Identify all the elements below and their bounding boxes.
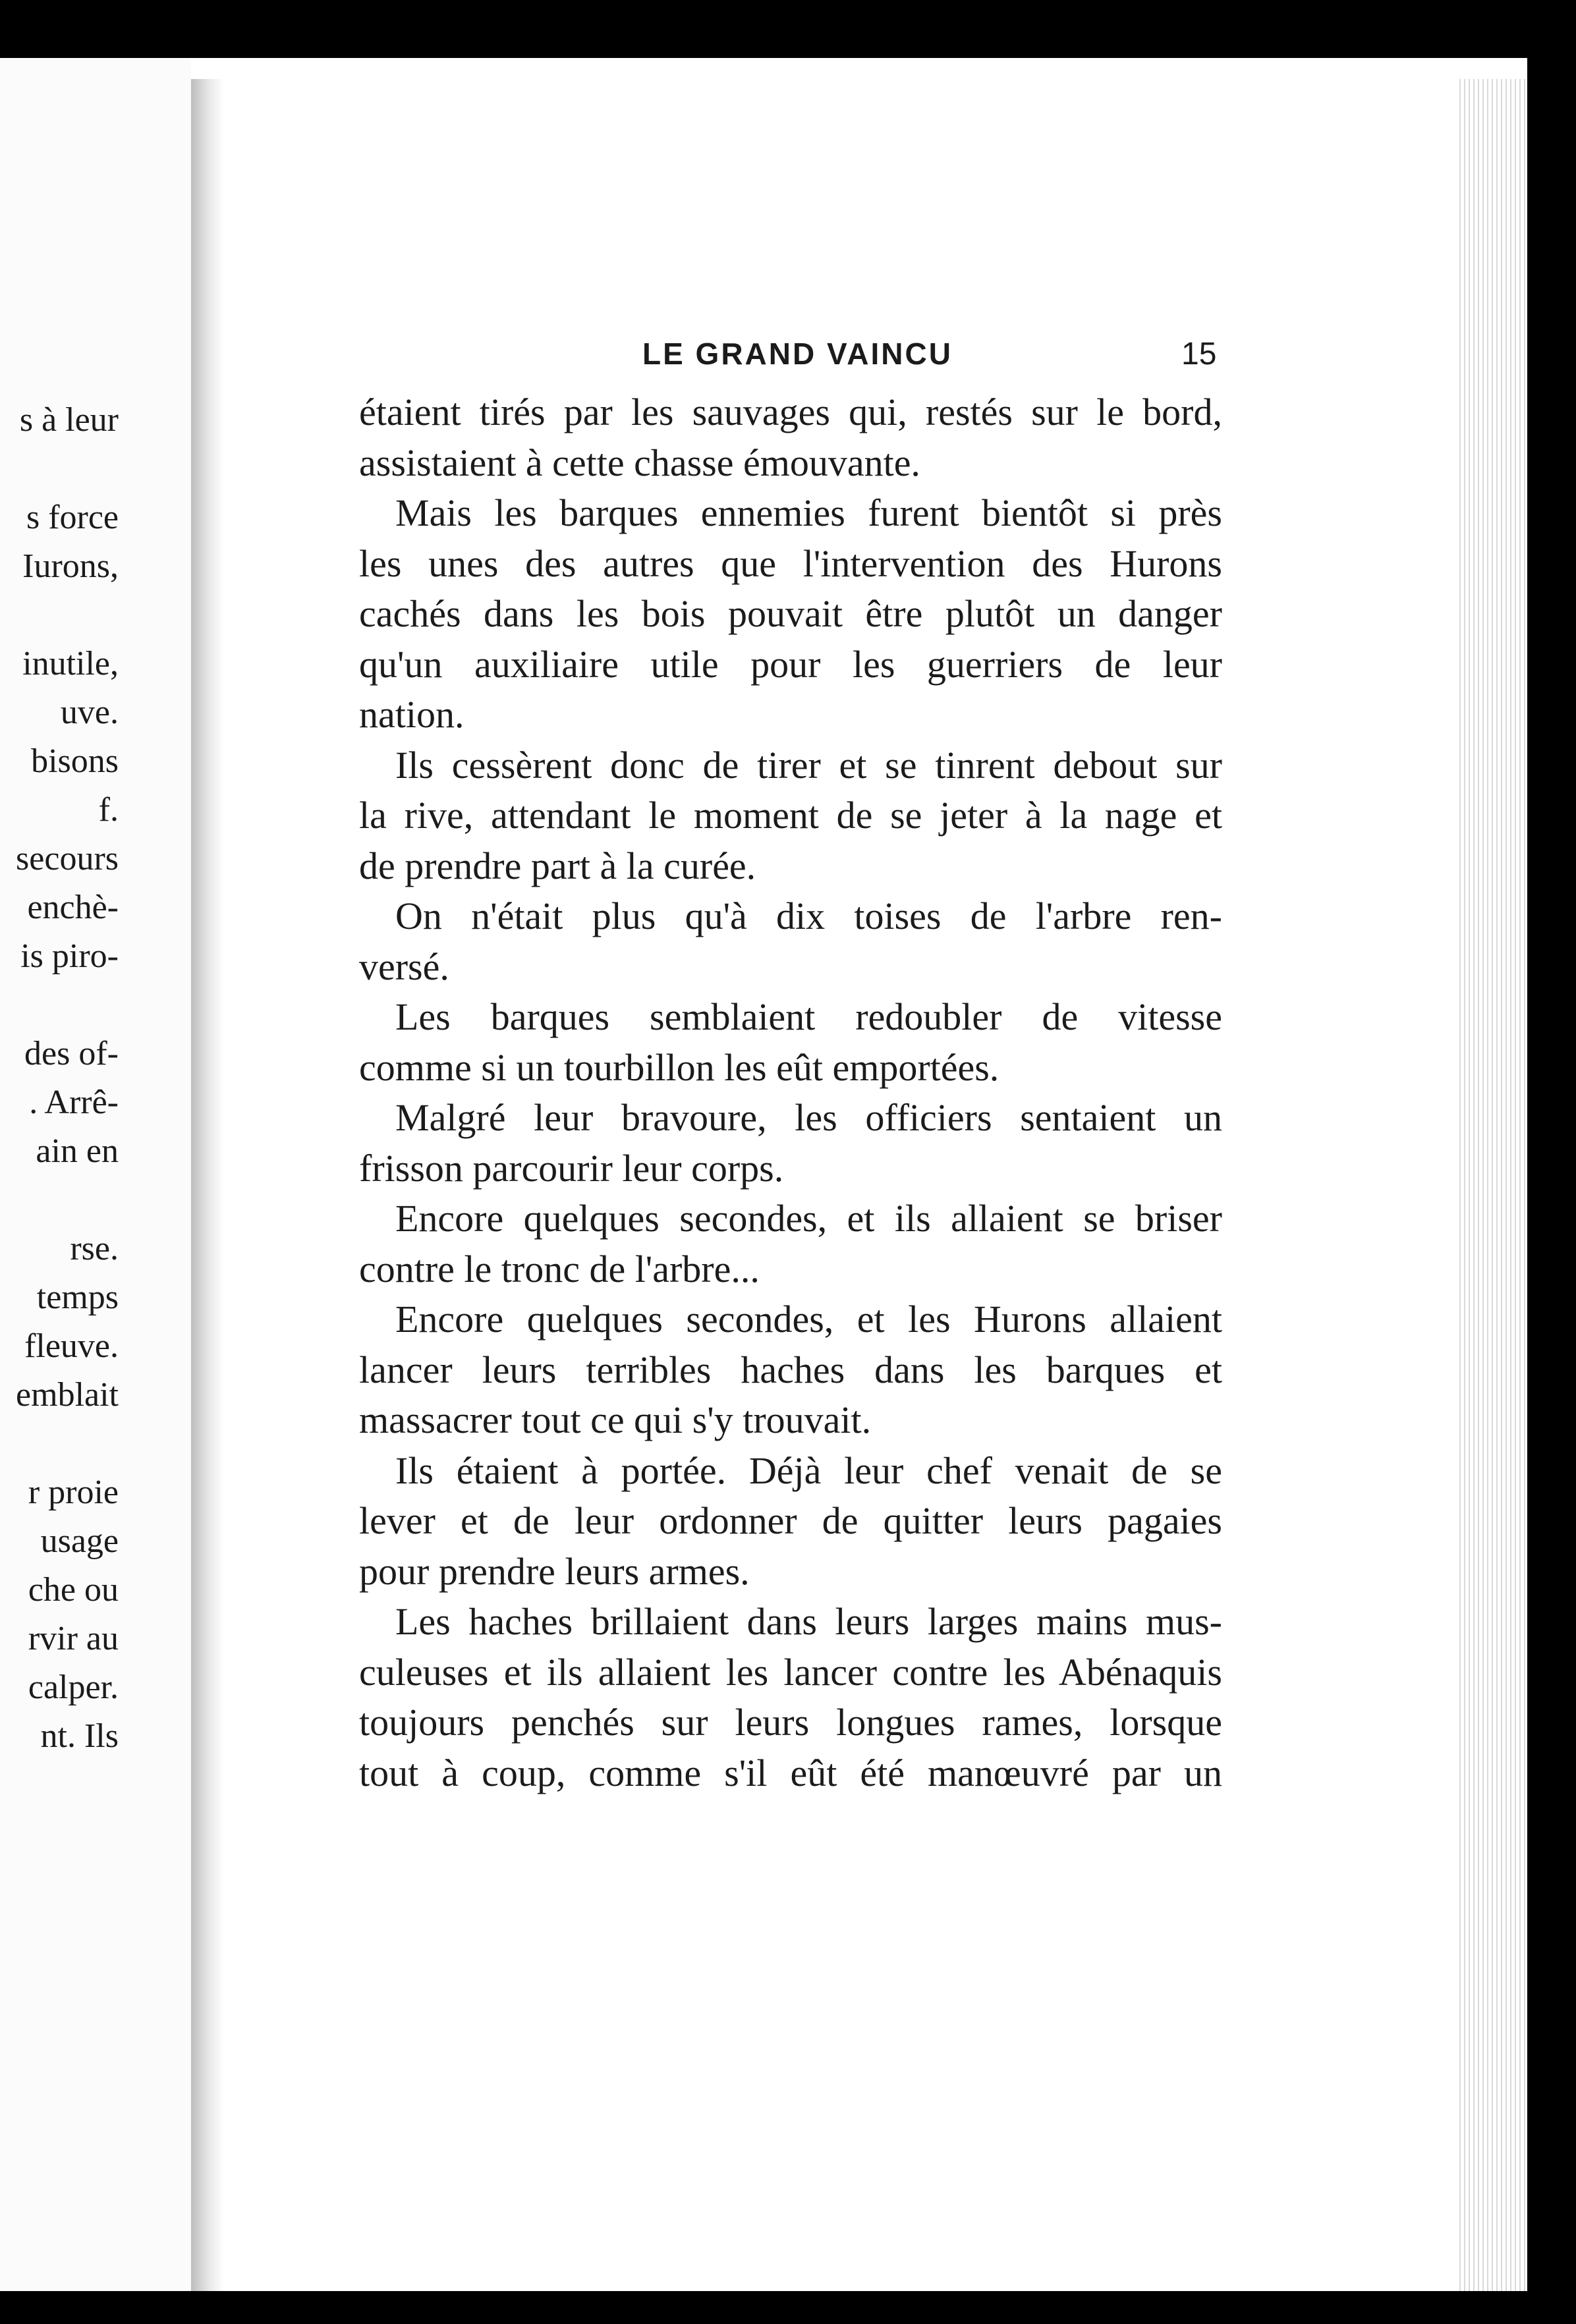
text-line: versé. xyxy=(359,945,449,988)
text-line: Les haches brillaient dans leurs larges mains mus- xyxy=(395,1600,1222,1643)
previous-page-line: che ou xyxy=(28,1571,119,1609)
previous-page-line: s à leur xyxy=(19,401,119,439)
page-number: 15 xyxy=(1181,337,1217,372)
previous-page-line: secours xyxy=(16,840,119,877)
text-line: Ils étaient à portée. Déjà leur chef venait de se xyxy=(395,1449,1222,1492)
text-line: nation. xyxy=(359,693,464,736)
previous-page-line: r proie xyxy=(28,1474,119,1511)
text-line: les unes des autres que l'intervention des Hurons xyxy=(359,541,1222,585)
text-line: On n'était plus qu'à dix toises de l'arbre ren- xyxy=(395,895,1222,937)
text-line: contre le tronc de l'arbre... xyxy=(359,1247,760,1290)
previous-page-line: emblait xyxy=(16,1376,119,1414)
page-stack-edge xyxy=(1456,79,1527,2291)
previous-page-line: Iurons, xyxy=(22,547,119,585)
text-line: lancer leurs terribles haches dans les barques et xyxy=(359,1348,1222,1391)
previous-page-line: calper. xyxy=(28,1669,119,1706)
previous-page-line: . Arrê- xyxy=(29,1084,119,1121)
text-line: pour prendre leurs armes. xyxy=(359,1549,750,1593)
text-line: Les barques semblaient redoubler de vitesse xyxy=(395,995,1222,1038)
text-line: la rive, attendant le moment de se jeter à la nage et xyxy=(359,794,1222,837)
text-line: Encore quelques secondes, et les Hurons allaient xyxy=(395,1298,1222,1341)
scan-border-top xyxy=(0,0,1576,58)
text-line: de prendre part à la curée. xyxy=(359,844,756,887)
scan-border-bottom xyxy=(0,2291,1576,2324)
previous-page-line: fleuve. xyxy=(24,1327,119,1365)
text-line: Encore quelques secondes, et ils allaient se briser xyxy=(395,1197,1222,1240)
text-line: massacrer tout ce qui s'y trouvait. xyxy=(359,1398,872,1441)
previous-page-line: s force xyxy=(26,499,119,536)
text-line: frisson parcourir leur corps. xyxy=(359,1146,784,1190)
text-line: toujours penchés sur leurs longues rames, lorsque xyxy=(359,1701,1222,1744)
text-line: culeuses et ils allaient les lancer contre les Abénaquis xyxy=(359,1650,1222,1694)
previous-page-line: des of- xyxy=(24,1035,119,1072)
running-title: LE GRAND VAINCU xyxy=(642,337,953,371)
text-line: Ils cessèrent donc de tirer et se tinrent debout sur xyxy=(395,743,1222,787)
text-line: lever et de leur ordonner de quitter leurs pagaies xyxy=(359,1499,1222,1542)
text-line: qu'un auxiliaire utile pour les guerriers de leur xyxy=(359,642,1222,686)
text-line: étaient tirés par les sauvages qui, restés sur le bord, xyxy=(359,391,1222,433)
text-line: Mais les barques ennemies furent bientôt si près xyxy=(395,491,1222,534)
previous-page-line: inutile, xyxy=(22,645,119,682)
previous-page-line: enchè- xyxy=(27,889,119,926)
previous-page-line: uve. xyxy=(60,694,119,731)
page-body-text xyxy=(359,387,1222,1798)
text-line: cachés dans les bois pouvait être plutôt un danger xyxy=(359,592,1222,635)
previous-page-line: rvir au xyxy=(28,1620,119,1657)
scan-border-right xyxy=(1527,0,1576,2324)
previous-page-line: ain en xyxy=(36,1132,119,1170)
previous-page-line: is piro- xyxy=(20,937,119,975)
book-gutter-shadow xyxy=(191,79,224,2291)
previous-page-line: f. xyxy=(98,791,119,829)
text-line: tout à coup, comme s'il eût été manœuvré par un xyxy=(359,1751,1222,1794)
text-line: Malgré leur bravoure, les officiers sentaient un xyxy=(395,1096,1222,1139)
text-line: comme si un tourbillon les eût emportées. xyxy=(359,1045,999,1089)
previous-page-line: bisons xyxy=(31,742,119,780)
previous-page-line: temps xyxy=(36,1279,119,1316)
previous-page-fragment xyxy=(0,58,191,2291)
previous-page-line: usage xyxy=(40,1522,119,1560)
previous-page-line: rse. xyxy=(70,1230,119,1267)
previous-page-line: nt. Ils xyxy=(40,1717,119,1755)
text-line: assistaient à cette chasse émouvante. xyxy=(359,441,920,484)
